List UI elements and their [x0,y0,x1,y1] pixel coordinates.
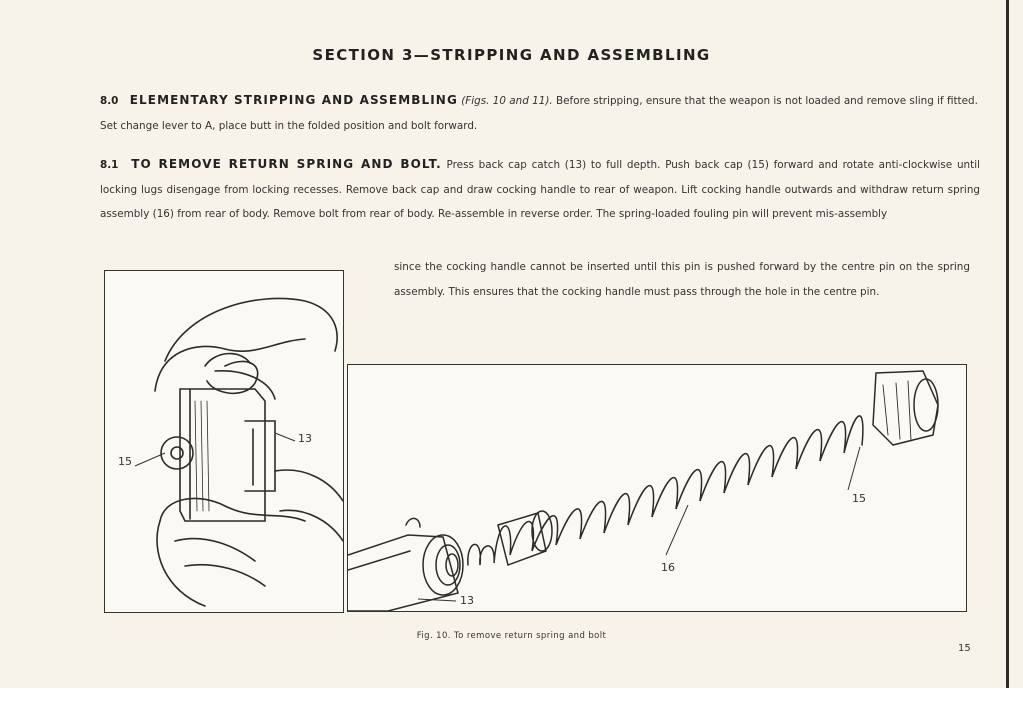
page-number: 15 [958,643,971,654]
paragraph-text: Before stripping, ensure that the weapon is not loaded and remove sling if fitted. Set change lever to A, place butt in the folded position and bolt forward. [100,95,978,132]
paragraph-8-1-continuation: since the cocking handle cannot be inserted until this pin is pushed forward by the centre pin on the spring assembly. This ensures that the cocking handle must pass through the hole in the centre pin. [394,261,970,298]
paragraph-8-0 [100,88,980,138]
callout-catch-bottom: 13 [460,594,474,607]
callout-back-cap-right: 15 [852,492,866,505]
figure-spring-panel [347,364,967,612]
figure-reference: (Figs. 10 and 11). [461,95,553,107]
spring-illustration [348,365,967,612]
callout-catch: 13 [298,432,312,445]
page-edge [1006,0,1009,690]
paragraph-8-1 [100,152,980,227]
scan-margin [0,688,1023,703]
paragraph-text: Press back cap catch (13) to full depth. Push back cap (15) forward and rotate anti-clockwise until locking lugs disengage from locking recesses. Remove back cap and draw cocking handle to rear of weapon. Lift cocking handle outwards and withdraw return spring assembly (16) from rear of body. Remove bolt from rear of body. Re-assemble in reverse order. The spring-loaded fouling pin will prevent mis-assembly [100,159,980,220]
figure-caption: Fig. 10. To remove return spring and bolt [416,631,607,641]
paragraph-number: 8.0 [100,95,119,107]
paragraph-heading: ELEMENTARY STRIPPING AND ASSEMBLING [129,93,458,107]
paragraph-number: 8.1 [100,159,119,171]
section-title: SECTION 3—STRIPPING AND ASSEMBLING [312,46,711,64]
callout-back-cap: 15 [118,455,132,468]
callout-spring: 16 [661,561,675,574]
paragraph-heading: TO REMOVE RETURN SPRING AND BOLT. [131,157,442,171]
